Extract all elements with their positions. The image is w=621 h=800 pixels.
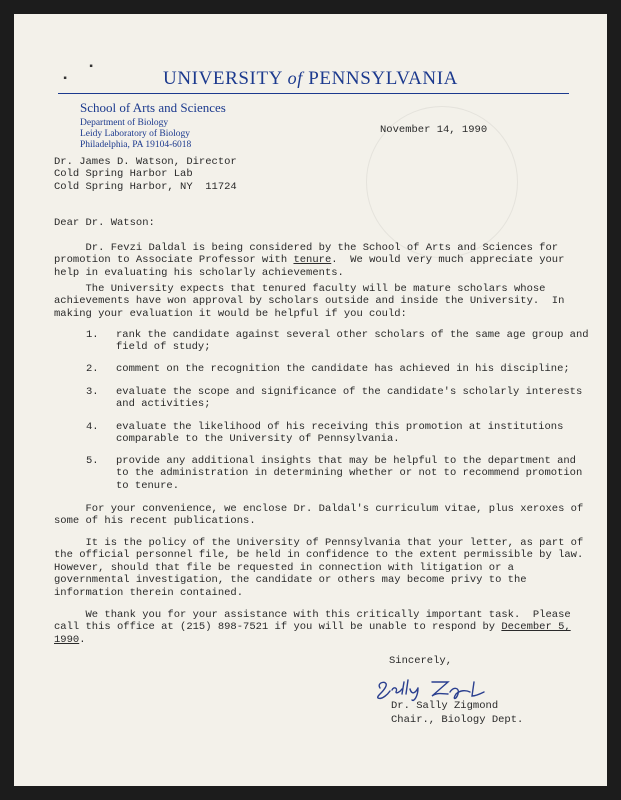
- letter-date: November 14, 1990: [380, 124, 488, 136]
- signer-title: Chair., Biology Dept.: [391, 714, 524, 726]
- paragraph-thanks: We thank you for your assistance with this critically important task. Please call this office at (215) 898-7521 if you will be unable to respond by December 5, 1990.: [54, 609, 571, 646]
- letterhead-rule: [58, 93, 569, 94]
- recipient-address: [54, 156, 237, 193]
- stray-mark: ▪: [62, 74, 69, 85]
- closing: Sincerely,: [389, 655, 453, 667]
- university-name: UNIVERSITY of PENNSYLVANIA: [163, 68, 458, 89]
- deadline-year-underlined: 1990: [54, 633, 80, 646]
- signer-name: Dr. Sally Zigmond: [391, 700, 499, 712]
- stray-mark: ▪: [88, 62, 95, 73]
- recipient-line: Dr. James D. Watson, Director: [54, 156, 237, 168]
- deadline-underlined: December 5,: [501, 621, 571, 634]
- paragraph-intro: Dr. Fevzi Daldal is being considered by the School of Arts and Sciences for promotion to Associate Professor with tenure. We would very much appreciate your help in evaluating his scholarly achievements.: [54, 242, 565, 279]
- recipient-line: Cold Spring Harbor, NY 11724: [54, 180, 237, 193]
- letter-page: ▪ ▪ UNIVERSITY of PENNSYLVANIA School of Arts and Sciences Department of Biology Leidy Laboratory of Biology Philadelphia, PA 19104-6018 November 14, 1990 Dr. James D. Watson, Director Cold Spring Harbor Lab Cold Spring Harbor, NY 11724 Dear Dr. Watson: Dr. Fevzi Daldal is being considered by the School of Arts and Sciences for promotion to Associate Professor with tenure. We would very much appreciate your help in evaluating his scholarly achievements. The University expects that tenured faculty will be mature scholars whose achievements have won approval by scholars outside and inside the University. In making your evaluation it would be helpful if you could: 1. rank the candidate against several other scholars of the same age group and field of study; 2. comment on the recognition the candidate has achieved in his discipline; 3. evaluate the scope and significance of the candidate's scholarly interests and activities; 4. evaluate the likelihood of his receiving this promotion at institutions comparable to the University of Pennsylvania. 5. provide any additional insights that may be helpful to the department and to the administration in determining whether or not to recommend promotion to tenure. For your convenience, we enclose Dr. Daldal's curriculum vitae, plus xeroxes of some of his recent publications. It is the policy of the University of Pennsylvania that your letter, as part of the official personnel file, be held in confidence to the extent permissible by law. However, should that file be requested in connection with litigation or a governmental investigation, the candidate or others may become privy to the information therein contained. We thank you for your assistance with this critically important task. Please call this office at (215) 898-7521 if you will be unable to respond by December 5, 1990. Sincerely, Dr. Sally Zigmond Chair., Biology Dept.: [14, 14, 607, 786]
- tenure-underlined: tenure: [293, 254, 332, 267]
- recipient-line: Cold Spring Harbor Lab: [54, 168, 193, 181]
- laboratory-line: Leidy Laboratory of Biology: [80, 129, 191, 139]
- paragraph-enclosures: For your convenience, we enclose Dr. Daldal's curriculum vitae, plus xeroxes of some of his recent publications.: [54, 503, 584, 528]
- salutation: Dear Dr. Watson:: [54, 217, 155, 229]
- school-name: School of Arts and Sciences: [80, 100, 226, 115]
- paragraph-confidentiality: It is the policy of the University of Pennsylvania that your letter, as part of the official personnel file, be held in confidence to the extent permissible by law. However, should that file be requested in connection with litigation or a governmental investigation, the candidate or others may become privy to the information therein contained.: [54, 537, 584, 599]
- city-line: Philadelphia, PA 19104-6018: [80, 140, 192, 150]
- paragraph-expectations: The University expects that tenured faculty will be mature scholars whose achievements have won approval by scholars outside and inside the University. In making your evaluation it would be helpful if you could:: [54, 283, 565, 320]
- school-block: [80, 100, 226, 151]
- department-line: Department of Biology: [80, 118, 169, 128]
